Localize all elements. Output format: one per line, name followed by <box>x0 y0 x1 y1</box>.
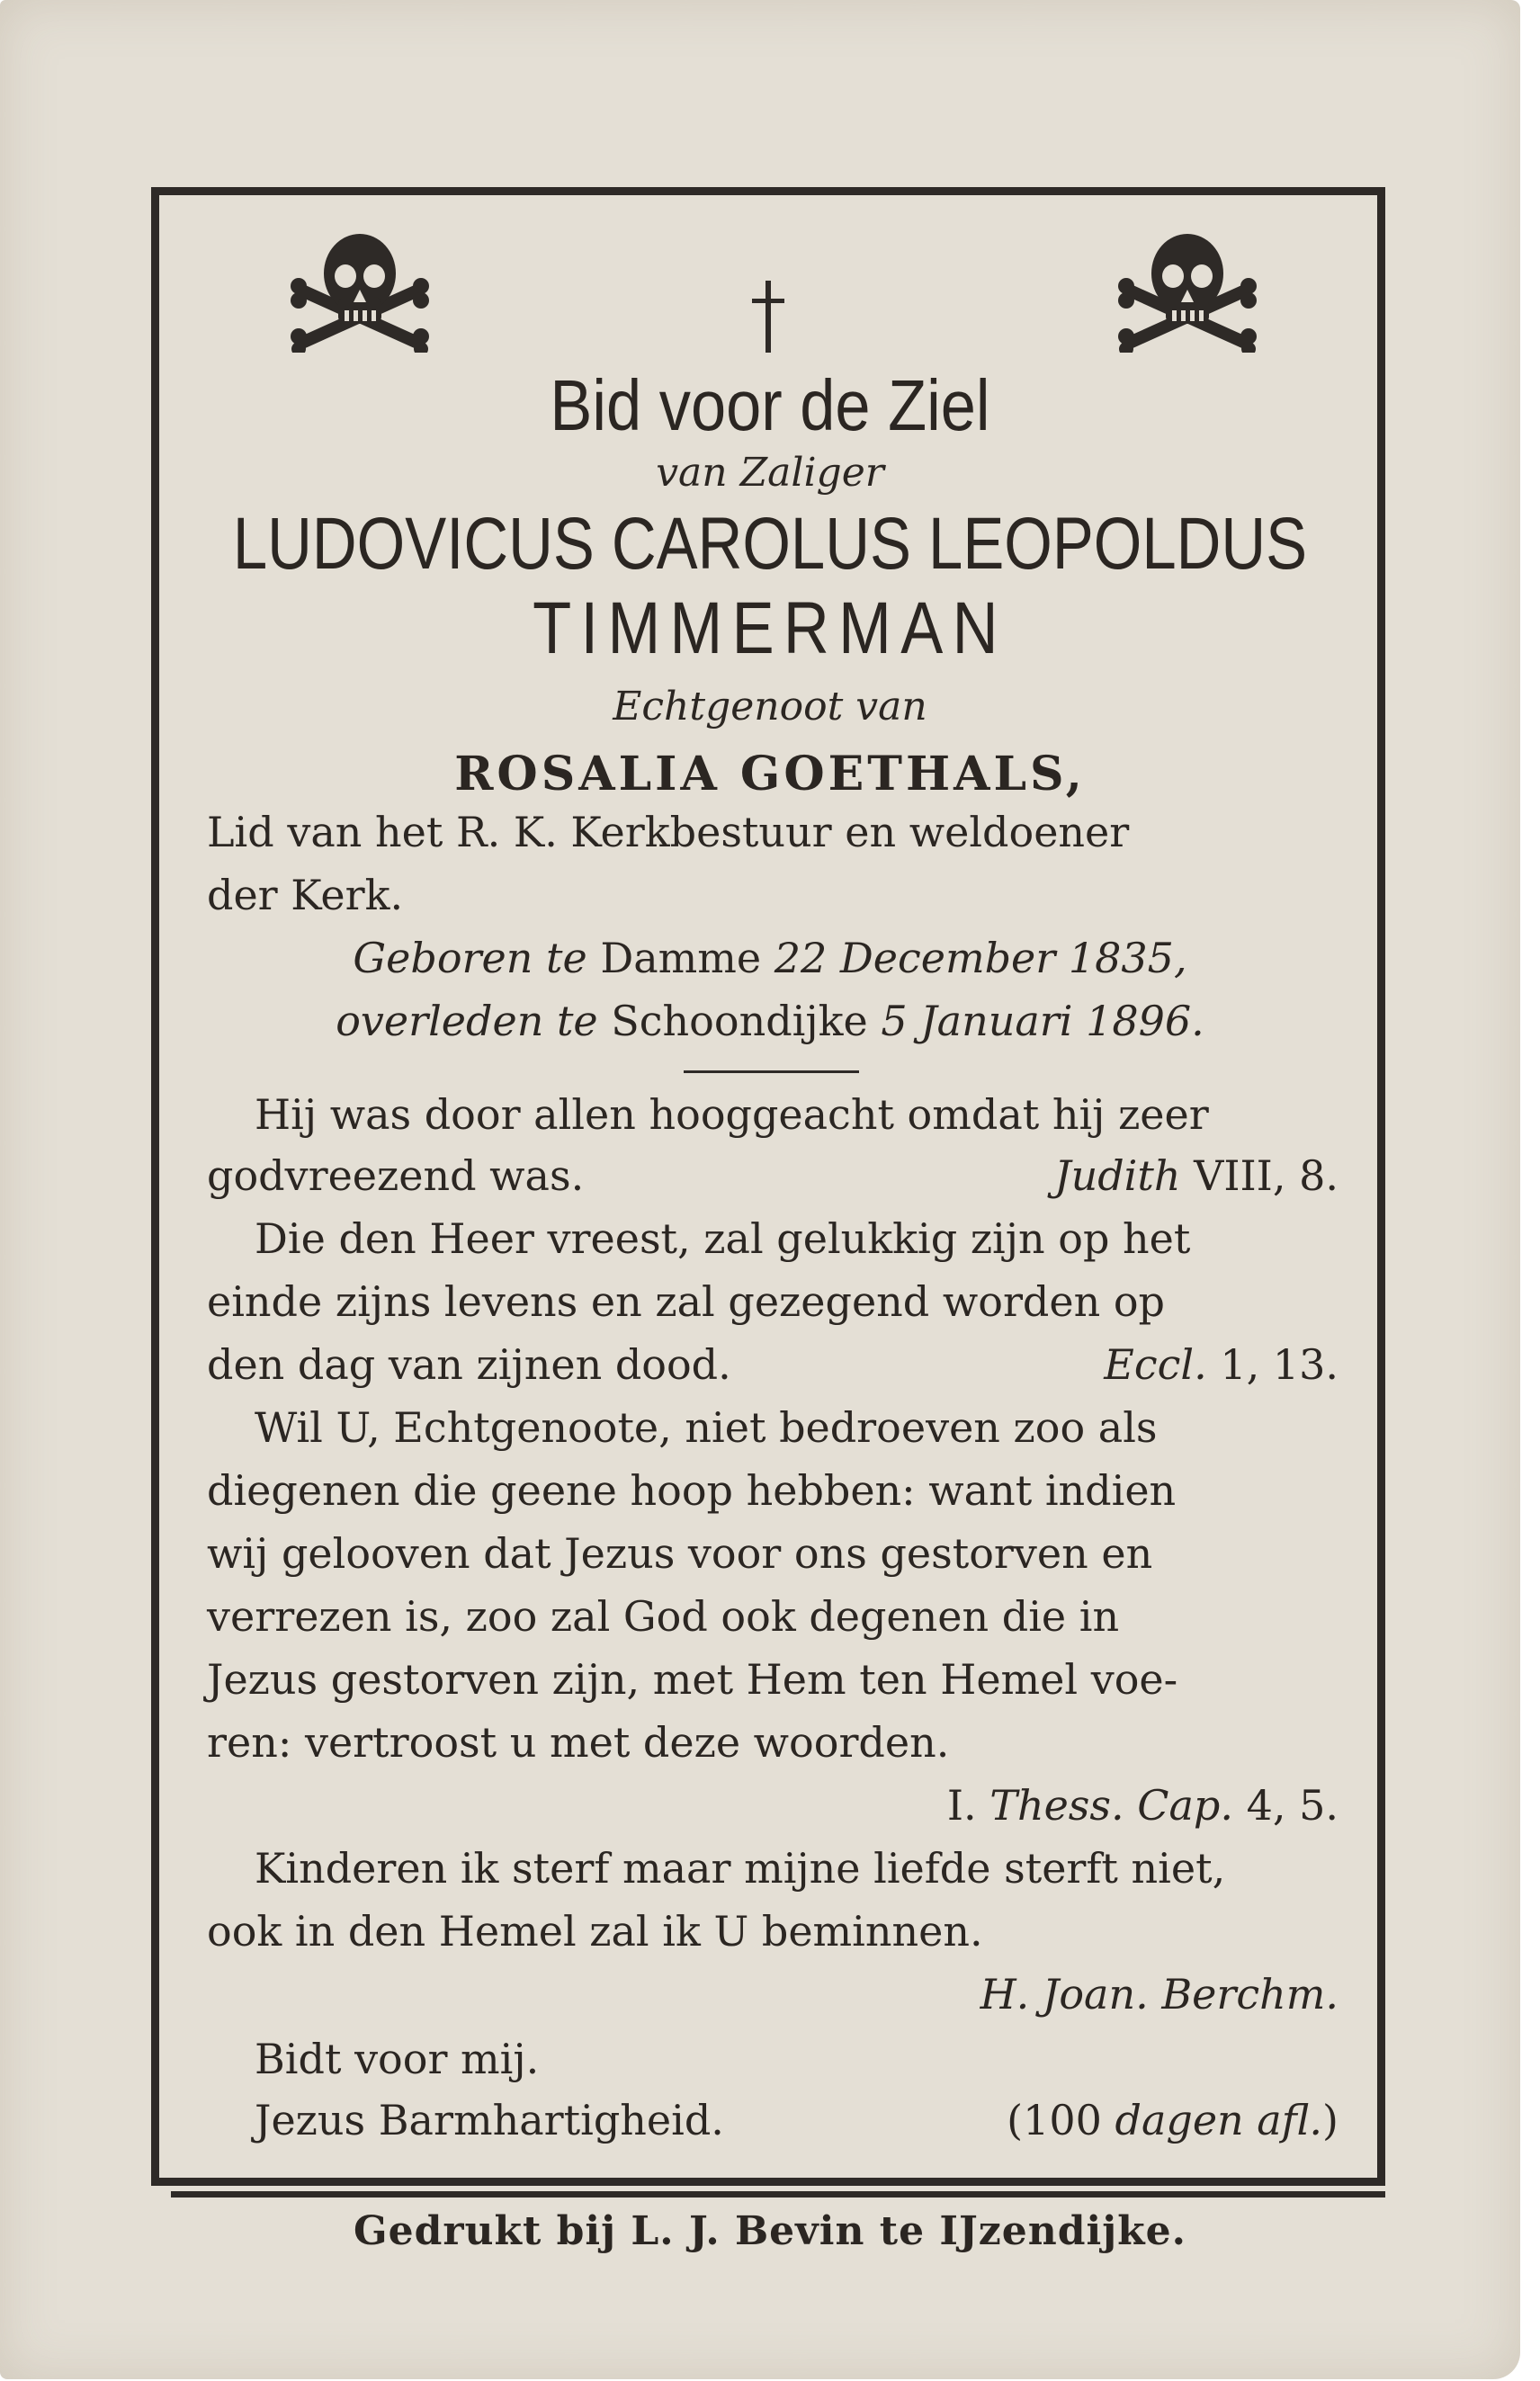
closing-prayer: Bidt voor mij. <box>255 2035 540 2083</box>
verse-reference: H. Joan. Berchm. <box>980 1970 1339 2018</box>
verse-line: Die den Heer vreest, zal gelukkig zijn op het <box>255 1214 1191 1263</box>
verse-line: einde zijns levens en zal gezegend worden op <box>207 1277 1165 1326</box>
cross-icon <box>748 281 788 353</box>
printer-credit: Gedrukt bij L. J. Bevin te IJzendijke. <box>354 2208 1186 2254</box>
page-title: Bid voor de Ziel <box>550 365 990 445</box>
verse-line: wij gelooven dat Jezus voor ons gestorven en <box>207 1529 1153 1578</box>
verse-line: Kinderen ik sterf maar mijne liefde sterft niet, <box>255 1844 1226 1893</box>
role-line: der Kerk. <box>207 871 404 919</box>
birth-place: Damme <box>600 934 762 982</box>
verse-reference: Judith VIII, 8. <box>1054 1151 1339 1200</box>
divider <box>684 1070 859 1073</box>
skull-crossbones-icon <box>1115 227 1259 353</box>
death-line <box>0 997 1540 1045</box>
verse-line: ook in den Hemel zal ik U beminnen. <box>207 1907 983 1956</box>
deceased-name: LUDOVICUS CAROLUS LEOPOLDUS <box>232 503 1308 585</box>
verse-line: Hij was door allen hooggeacht omdat hij zeer <box>255 1090 1209 1139</box>
skull-crossbones-icon <box>288 227 432 353</box>
role-line: Lid van het R. K. Kerkbestuur en weldoener <box>207 808 1130 856</box>
verse-reference: I. Thess. Cap. 4, 5. <box>946 1781 1339 1830</box>
verse-line: verrezen is, zoo zal God ook degenen die in <box>207 1592 1120 1641</box>
verse-line: ren: vertroost u met deze woorden. <box>207 1718 950 1767</box>
birth-line <box>0 934 1540 982</box>
subtitle: van Zaliger <box>656 450 884 496</box>
spouse-name: ROSALIA GOETHALS, <box>454 747 1086 801</box>
deceased-surname: TIMMERMAN <box>533 587 1007 669</box>
bottom-rule <box>171 2191 1385 2198</box>
closing-invocation: Jezus Barmhartigheid. <box>255 2096 724 2144</box>
verse-reference: Eccl. 1, 13. <box>1104 1340 1339 1389</box>
birth-date: 22 December 1835, <box>774 934 1187 982</box>
spouse-label: Echtgenoot van <box>613 684 927 730</box>
death-date: 5 Januari 1896. <box>881 997 1204 1045</box>
indulgence-note: (100 dagen afl.) <box>1007 2096 1339 2144</box>
birth-prefix: Geboren te <box>353 934 587 982</box>
verse-line: den dag van zijnen dood. <box>207 1340 731 1389</box>
verse-line: Jezus gestorven zijn, met Hem ten Hemel voe- <box>207 1655 1178 1704</box>
verse-line: godvreezend was. <box>207 1151 585 1200</box>
verse-line: Wil U, Echtgenoote, niet bedroeven zoo als <box>255 1403 1158 1452</box>
death-place: Schoondijke <box>611 997 868 1045</box>
verse-line: diegenen die geene hoop hebben: want indien <box>207 1466 1177 1515</box>
death-prefix: overleden te <box>336 997 598 1045</box>
